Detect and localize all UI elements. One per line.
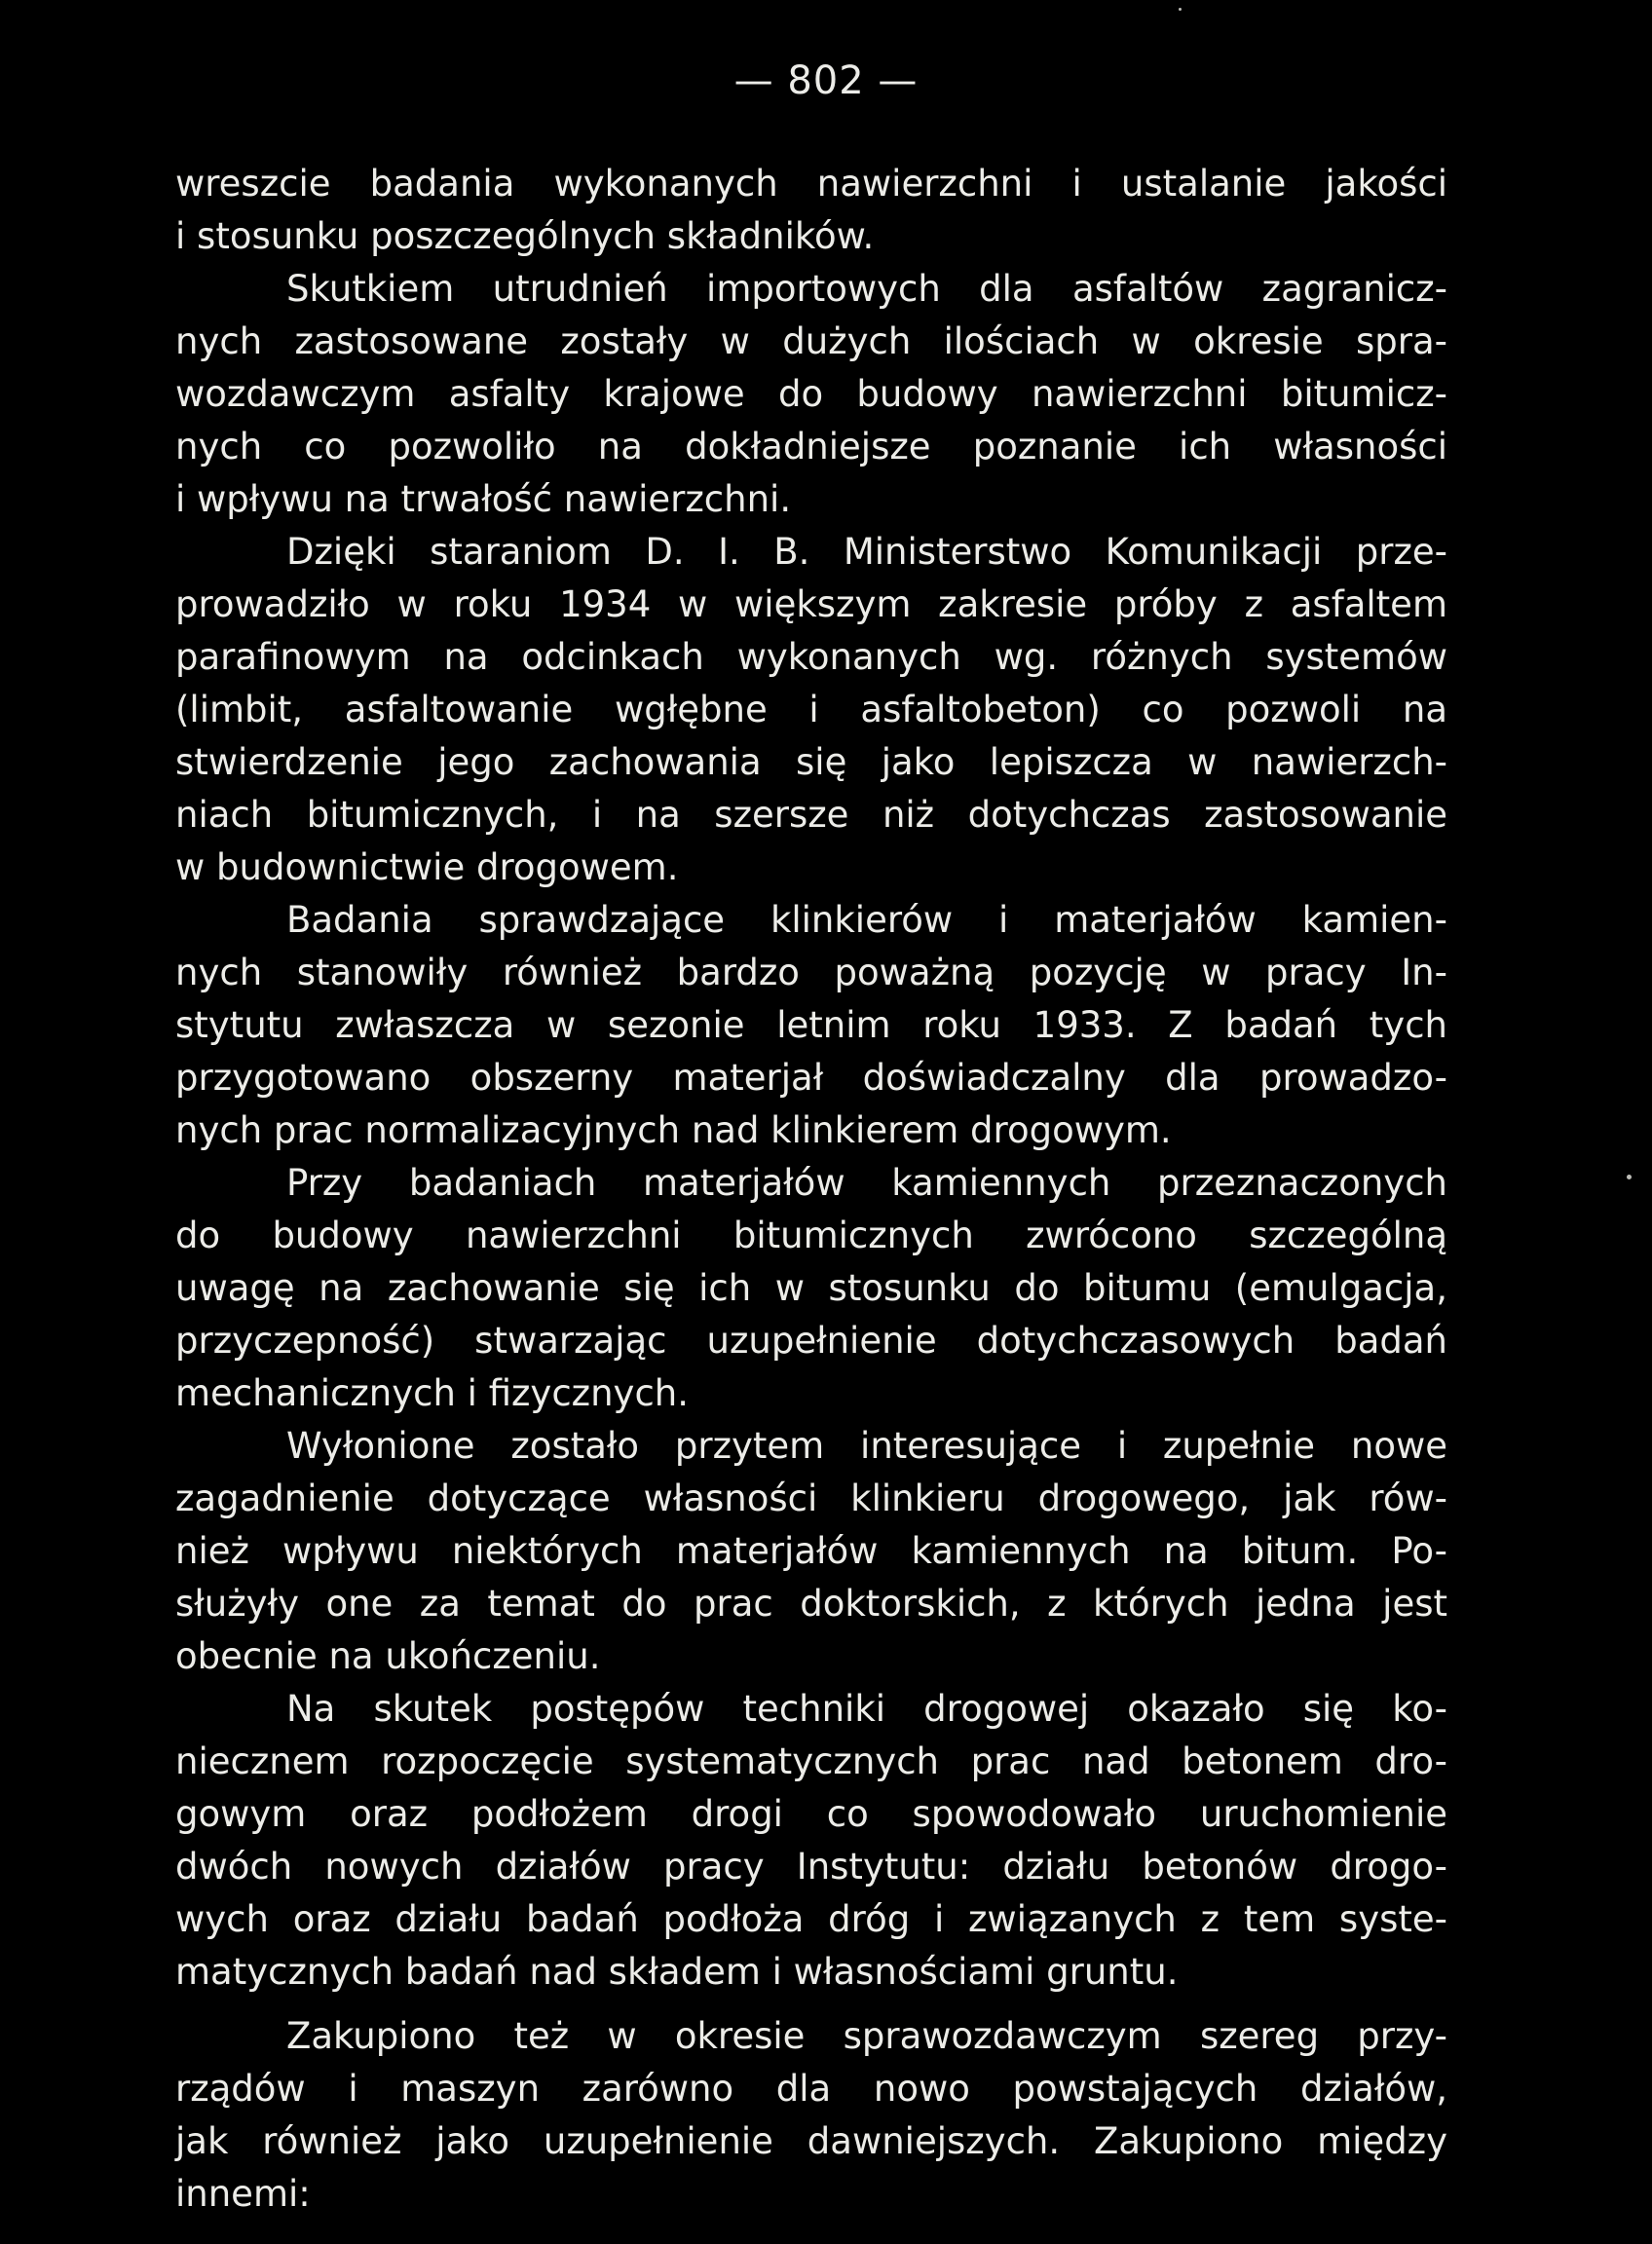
- text-line: parafinowym na odcinkach wykonanych wg. różnych systemów: [175, 636, 1447, 678]
- paragraph-gap: [175, 1999, 1447, 2010]
- text-line: niecznem rozpoczęcie systematycznych prac nad betonem dro-: [175, 1740, 1447, 1782]
- text-line: obecnie na ukończeniu.: [175, 1635, 601, 1677]
- text-line: wych oraz działu badań podłoża dróg i związanych z tem syste-: [175, 1898, 1447, 1940]
- text-line: innemi:: [175, 2173, 311, 2215]
- paragraph: [175, 1683, 1447, 1999]
- page-number: — 802 —: [733, 58, 919, 103]
- text-line: mechanicznych i fizycznych.: [175, 1372, 689, 1414]
- text-line: prowadziło w roku 1934 w większym zakresie próby z asfaltem: [175, 583, 1447, 625]
- text-line: stwierdzenie jego zachowania się jako lepiszcza w nawierzch-: [175, 741, 1447, 783]
- text-line: stytutu zwłaszcza w sezonie letnim roku 1933. Z badań tych: [175, 1004, 1447, 1046]
- text-line: Wyłonione zostało przytem interesujące i zupełnie nowe: [286, 1425, 1447, 1467]
- text-line: do budowy nawierzchni bitumicznych zwrócono szczególną: [175, 1215, 1447, 1256]
- text-line: wozdawczym asfalty krajowe do budowy nawierzchni bitumicz-: [175, 373, 1447, 415]
- text-line: zagadnienie dotyczące własności klinkieru drogowego, jak rów-: [175, 1477, 1447, 1519]
- paragraph: [175, 1420, 1447, 1683]
- paragraph: [175, 263, 1447, 526]
- text-line: rządów i maszyn zarówno dla nowo powstających działów,: [175, 2068, 1447, 2110]
- text-line: wreszcie badania wykonanych nawierzchni i ustalanie jakości: [175, 163, 1447, 205]
- body-text: [175, 158, 1447, 2221]
- text-line: niach bitumicznych, i na szersze niż dotychczas zastosowanie: [175, 794, 1447, 836]
- paragraph: [175, 526, 1447, 894]
- text-line: nież wpływu niektórych materjałów kamiennych na bitum. Po-: [175, 1530, 1447, 1572]
- paragraph: [175, 2010, 1447, 2221]
- scan-speck: [1179, 8, 1182, 11]
- text-line: jak również jako uzupełnienie dawniejszych. Zakupiono między: [175, 2120, 1447, 2162]
- text-line: (limbit, asfaltowanie wgłębne i asfaltobeton) co pozwoli na: [175, 689, 1447, 730]
- text-line: przyczepność) stwarzając uzupełnienie dotychczasowych badań: [175, 1320, 1447, 1362]
- text-line: dwóch nowych działów pracy Instytutu: działu betonów drogo-: [175, 1846, 1447, 1888]
- text-line: i stosunku poszczególnych składników.: [175, 215, 875, 257]
- text-line: nych co pozwoliło na dokładniejsze poznanie ich własności: [175, 426, 1447, 468]
- text-line: Badania sprawdzające klinkierów i materjałów kamien-: [286, 899, 1447, 941]
- text-line: matycznych badań nad składem i własnościami gruntu.: [175, 1951, 1179, 1993]
- text-line: nych stanowiły również bardzo poważną pozycję w pracy In-: [175, 952, 1447, 993]
- text-line: Przy badaniach materjałów kamiennych przeznaczonych: [286, 1162, 1447, 1204]
- text-line: Zakupiono też w okresie sprawozdawczym szereg przy-: [286, 2015, 1447, 2057]
- text-line: Skutkiem utrudnień importowych dla asfaltów zagranicz-: [286, 268, 1447, 310]
- text-line: uwagę na zachowanie się ich w stosunku do bitumu (emulgacja,: [175, 1267, 1447, 1309]
- paragraph: [175, 894, 1447, 1157]
- text-line: służyły one za temat do prac doktorskich, z których jedna jest: [175, 1583, 1447, 1625]
- paragraph: [175, 158, 1447, 263]
- text-line: w budownictwie drogowem.: [175, 846, 679, 888]
- paragraph: [175, 1157, 1447, 1420]
- text-line: nych prac normalizacyjnych nad klinkierem drogowym.: [175, 1109, 1172, 1151]
- text-line: przygotowano obszerny materjał doświadczalny dla prowadzo-: [175, 1057, 1447, 1099]
- scan-speck: [1627, 1175, 1632, 1179]
- text-line: nych zastosowane zostały w dużych ilościach w okresie spra-: [175, 320, 1447, 362]
- text-line: i wpływu na trwałość nawierzchni.: [175, 478, 792, 520]
- text-line: Na skutek postępów techniki drogowej okazało się ko-: [286, 1688, 1447, 1730]
- text-line: gowym oraz podłożem drogi co spowodowało uruchomienie: [175, 1793, 1447, 1835]
- text-line: Dzięki staraniom D. I. B. Ministerstwo Komunikacji prze-: [286, 531, 1447, 573]
